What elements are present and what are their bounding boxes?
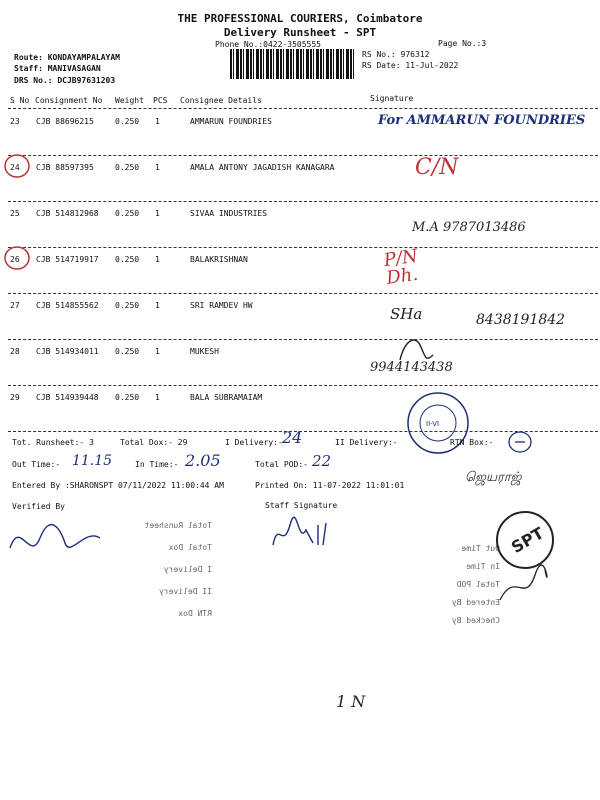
barcode — [230, 49, 355, 79]
phone-mukesh-handwritten: 9944143438 — [370, 360, 453, 375]
staff: Staff: MANIVASAGAN — [14, 64, 101, 73]
row-sno: 23 — [10, 117, 20, 126]
row-weight: 0.250 — [115, 393, 140, 402]
col-consignee: Consignee Details — [180, 96, 262, 105]
table-row — [10, 255, 370, 269]
row-consignee: BALA SUBRAMAIAM — [190, 393, 263, 402]
row-consignee: BALAKRISHNAN — [190, 255, 248, 264]
total-pod-value: 22 — [312, 452, 332, 470]
ghost-right-line: Checked By — [451, 616, 500, 625]
company-seal-icon — [398, 388, 478, 458]
row-divider — [8, 293, 598, 294]
rtn-box-label: RTN Box:- — [450, 438, 494, 447]
row-consignment: CJB 88597395 — [36, 163, 94, 172]
row-weight: 0.250 — [115, 255, 140, 264]
row-consignment: CJB 514855562 — [36, 301, 99, 310]
drs-number: DRS No.: DCJB97631203 — [14, 76, 116, 85]
ii-delivery-label: II Delivery:- — [335, 438, 398, 447]
row-consignee: AMMARUN FOUNDRIES — [190, 117, 272, 126]
col-pcs: PCS — [153, 96, 168, 105]
phone-number: Phone No.:0422-3505555 — [215, 40, 321, 49]
in-time-value: 2.05 — [185, 451, 221, 470]
table-row — [10, 393, 370, 407]
phone-ramdev-handwritten: 8438191842 — [476, 312, 566, 328]
row-pcs: 1 — [155, 393, 160, 402]
row-weight: 0.250 — [115, 163, 140, 172]
in-time-label: In Time:- — [135, 460, 179, 469]
row-sno: 24 — [10, 163, 20, 172]
staff-signature-label: Staff Signature — [265, 501, 338, 510]
svg-text:II-VI: II-VI — [426, 420, 440, 428]
row-consignment: CJB 514719917 — [36, 255, 99, 264]
row-consignee: MUKESH — [190, 347, 219, 356]
ghost-text-left — [112, 515, 212, 625]
header-divider — [8, 108, 598, 109]
verified-by-label: Verified By — [12, 502, 65, 511]
row-pcs: 1 — [155, 117, 160, 126]
row-consignment: CJB 88696215 — [36, 117, 94, 126]
total-pod-label: Total POD:- — [255, 460, 308, 469]
printed-on: Printed On: 11-07-2022 11:01:01 — [255, 481, 405, 490]
table-row — [10, 209, 370, 223]
row-pcs: 1 — [155, 255, 160, 264]
pn-handwritten: P/N Dh. — [382, 245, 420, 289]
row-sno: 28 — [10, 347, 20, 356]
i-delivery-label: I Delivery:- — [225, 438, 283, 447]
table-row — [10, 163, 370, 177]
row-consignment: CJB 514812968 — [36, 209, 99, 218]
row-divider — [8, 339, 598, 340]
ghost-text-right — [420, 540, 500, 630]
col-sno: S No — [10, 96, 30, 105]
ammarun-stamp: For AMMARUN FOUNDRIES — [378, 113, 586, 128]
cn-handwritten: C/N — [415, 155, 459, 180]
ghost-right-line: Out Time — [461, 544, 500, 553]
entered-by: Entered By :SHARONSPT 07/11/2022 11:00:44 AM — [12, 481, 224, 490]
bottom-handwritten-note: 1 N — [336, 692, 366, 711]
row-divider — [8, 385, 598, 386]
row-divider — [8, 201, 598, 202]
total-runsheet: Tot. Runsheet:- 3 — [12, 438, 94, 447]
row-weight: 0.250 — [115, 301, 140, 310]
row-divider — [8, 247, 598, 248]
i-delivery-value: 24 — [282, 428, 303, 447]
table-row — [10, 117, 370, 131]
ghost-left-line: II Delivery — [159, 587, 212, 596]
row-sno: 25 — [10, 209, 20, 218]
out-time-label: Out Time:- — [12, 460, 61, 469]
row-pcs: 1 — [155, 209, 160, 218]
row-weight: 0.250 — [115, 117, 140, 126]
rs-number: RS No.: 976312 — [362, 50, 430, 59]
spt-stamp-text: SPT — [508, 523, 548, 558]
row-consignee: AMALA ANTONY JAGADISH KANAGARA — [190, 163, 335, 172]
rtn-box-mark-icon — [505, 428, 535, 456]
row-sno: 27 — [10, 301, 20, 310]
tamil-signature: ஜெயராஜ் — [465, 470, 522, 485]
ghost-right-line: In Time — [466, 562, 500, 571]
col-signature: Signature — [370, 94, 414, 103]
ghost-right-line: Total POD — [456, 580, 500, 589]
row-consignment: CJB 514939448 — [36, 393, 99, 402]
row-pcs: 1 — [155, 301, 160, 310]
verifier-signature-icon — [5, 508, 115, 568]
col-weight: Weight — [115, 96, 144, 105]
circle-mark-row-26 — [2, 244, 32, 272]
row-pcs: 1 — [155, 347, 160, 356]
ramdev-signature-icon: SHa — [390, 305, 423, 323]
ghost-left-line: I Delivery — [163, 565, 212, 574]
ghost-right-line: Entered By — [451, 598, 500, 607]
row-sno: 29 — [10, 393, 20, 402]
ghost-left-line: RTN Dox — [178, 609, 212, 618]
total-dox: Total Dox:- 29 — [120, 438, 188, 447]
row-pcs: 1 — [155, 163, 160, 172]
row-weight: 0.250 — [115, 347, 140, 356]
out-time-value: 11.15 — [72, 453, 113, 469]
col-consignment: Consignment No — [35, 96, 103, 105]
route: Route: KONDAYAMPALAYAM — [14, 53, 120, 62]
phone-sivaa-handwritten: M.A 9787013486 — [412, 220, 526, 235]
ghost-left-line: Total Dox — [168, 543, 212, 552]
row-divider — [8, 155, 598, 156]
row-consignee: SIVAA INDUSTRIES — [190, 209, 268, 218]
table-row — [10, 301, 370, 315]
company-title: THE PROFESSIONAL COURIERS, Coimbatore — [177, 12, 423, 25]
ghost-left-line: Total Runsheet — [144, 521, 212, 530]
rs-date: RS Date: 11-Jul-2022 — [362, 61, 459, 70]
staff-signature-icon — [268, 515, 338, 555]
page-number: Page No.:3 — [438, 39, 487, 48]
row-consignment: CJB 514934011 — [36, 347, 99, 356]
runsheet-title: Delivery Runsheet - SPT — [223, 26, 377, 39]
spt-signature-scribble-icon — [495, 560, 555, 610]
row-sno: 26 — [10, 255, 20, 264]
row-weight: 0.250 — [115, 209, 140, 218]
circle-mark-row-24 — [2, 152, 32, 180]
row-consignee: SRI RAMDEV HW — [190, 301, 253, 310]
table-row — [10, 347, 370, 361]
